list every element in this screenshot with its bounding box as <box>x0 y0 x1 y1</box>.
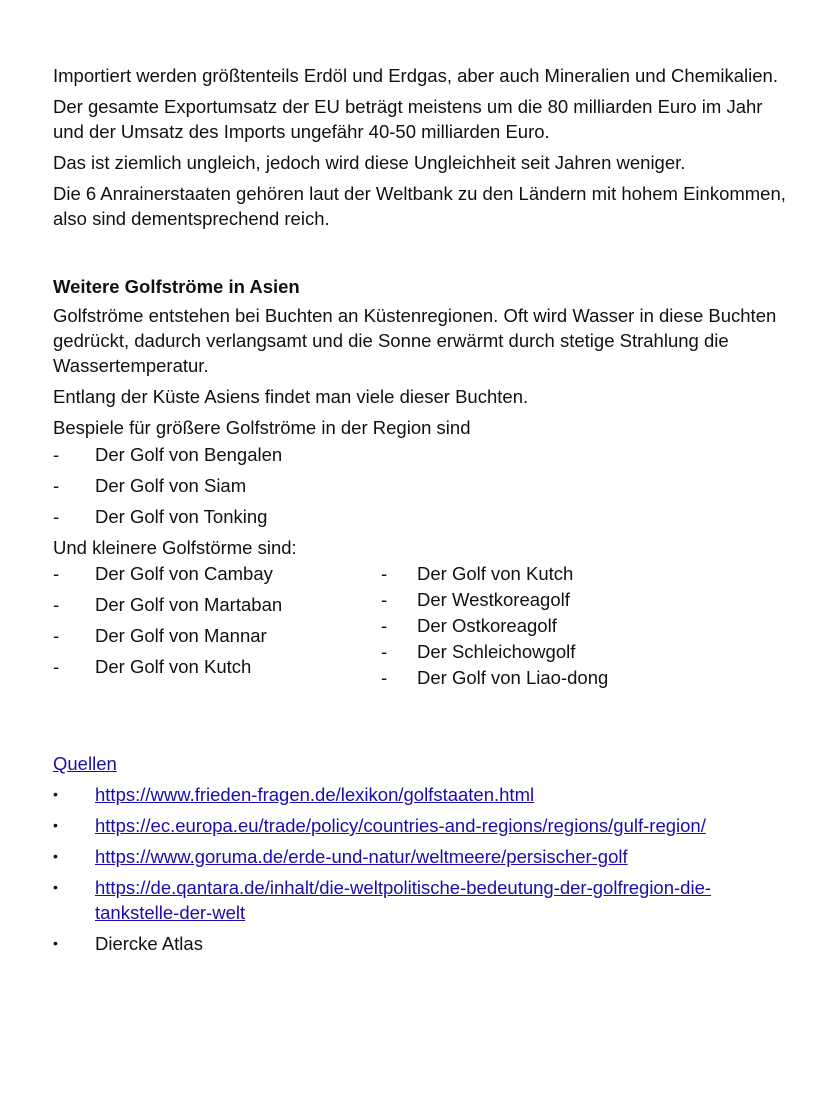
section-paragraph-coast: Entlang der Küste Asiens findet man viele dieser Buchten. <box>53 386 529 407</box>
sources-list <box>53 782 793 962</box>
list-item-text: Der Golf von Kutch <box>95 656 252 677</box>
dash-marker: - <box>53 656 60 677</box>
intro-paragraph-export-volume: Der gesamte Exportumsatz der EU beträgt meistens um die 80 milliarden Euro im Jahr und der Umsatz des Imports ungefähr 40-50 milliarden Euro. <box>53 96 763 142</box>
list-item <box>53 623 373 654</box>
list-item-text: Der Golf von Siam <box>95 475 247 496</box>
dash-marker: - <box>53 563 60 584</box>
list-item <box>53 561 373 592</box>
dash-marker: - <box>53 506 60 527</box>
source-item <box>53 875 793 925</box>
list-item-text: Der Golf von Mannar <box>95 625 267 646</box>
section-paragraph-formation: Golfströme entstehen bei Buchten an Küstenregionen. Oft wird Wasser in diese Buchten gedrückt, dadurch verlangsamt und die Sonne erwärmt durch stetige Strahlung die Wassertemperatur. <box>53 305 777 376</box>
sources-heading-link[interactable]: Quellen <box>53 753 117 774</box>
list-item-text: Der Schleichowgolf <box>417 641 576 662</box>
small-gulfs-columns <box>53 561 793 689</box>
small-gulfs-list-right <box>381 561 721 691</box>
source-item <box>53 782 793 813</box>
list-item-text: Der Golf von Tonking <box>95 506 268 527</box>
section-spacer <box>53 237 793 274</box>
intro-paragraph-imbalance: Das ist ziemlich ungleich, jedoch wird diese Ungleichheit seit Jahren weniger. <box>53 152 686 173</box>
list-item <box>381 665 721 691</box>
list-item-text: Der Golf von Cambay <box>95 563 273 584</box>
list-item <box>381 561 721 587</box>
small-gulfs-intro: Und kleinere Golfstörme sind: <box>53 537 297 558</box>
list-item-text: Der Golf von Martaban <box>95 594 283 615</box>
list-item-text: Der Golf von Liao-dong <box>417 667 609 688</box>
bullet-marker: • <box>53 817 58 833</box>
source-text-diercke: Diercke Atlas <box>95 933 203 954</box>
dash-marker: - <box>53 594 60 615</box>
bullet-marker: • <box>53 786 58 802</box>
source-item <box>53 931 793 962</box>
list-item <box>53 654 373 685</box>
dash-marker: - <box>381 563 388 584</box>
list-item <box>53 504 793 535</box>
dash-marker: - <box>53 625 60 646</box>
intro-paragraph-neighbor-states: Die 6 Anrainerstaaten gehören laut der Weltbank zu den Ländern mit hohem Einkommen, also sind dementsprechend reich. <box>53 183 786 229</box>
large-gulfs-list <box>53 442 793 535</box>
list-item <box>381 613 721 639</box>
bullet-marker: • <box>53 879 58 895</box>
source-item <box>53 813 793 844</box>
dash-marker: - <box>53 444 60 465</box>
source-link-ec-europa[interactable]: https://ec.europa.eu/trade/policy/countries-and-regions/regions/gulf-region/ <box>95 815 706 836</box>
dash-marker: - <box>381 641 388 662</box>
source-item <box>53 844 793 875</box>
dash-marker: - <box>381 589 388 610</box>
bullet-marker: • <box>53 935 58 951</box>
list-item <box>381 587 721 613</box>
dash-marker: - <box>381 667 388 688</box>
small-gulfs-list-left <box>53 561 373 685</box>
list-item-text: Der Ostkoreagolf <box>417 615 557 636</box>
list-item <box>53 473 793 504</box>
bullet-marker: • <box>53 848 58 864</box>
list-item-text: Der Westkoreagolf <box>417 589 570 610</box>
source-link-frieden-fragen[interactable]: https://www.frieden-fragen.de/lexikon/golfstaaten.html <box>95 784 535 805</box>
dash-marker: - <box>53 475 60 496</box>
intro-paragraph-imports: Importiert werden größtenteils Erdöl und Erdgas, aber auch Mineralien und Chemikalien. <box>53 65 778 86</box>
dash-marker: - <box>381 615 388 636</box>
document-page <box>53 63 793 962</box>
source-link-goruma[interactable]: https://www.goruma.de/erde-und-natur/weltmeere/persischer-golf <box>95 846 628 867</box>
section-heading: Weitere Golfströme in Asien <box>53 276 300 297</box>
list-item <box>53 442 793 473</box>
list-item-text: Der Golf von Bengalen <box>95 444 283 465</box>
section-paragraph-examples: Bespiele für größere Golfströme in der Region sind <box>53 417 471 438</box>
list-item <box>53 592 373 623</box>
list-item-text: Der Golf von Kutch <box>417 563 574 584</box>
list-item <box>381 639 721 665</box>
source-link-qantara[interactable]: https://de.qantara.de/inhalt/die-weltpolitische-bedeutung-der-golfregion-die-tankstelle-der-welt <box>95 877 712 923</box>
